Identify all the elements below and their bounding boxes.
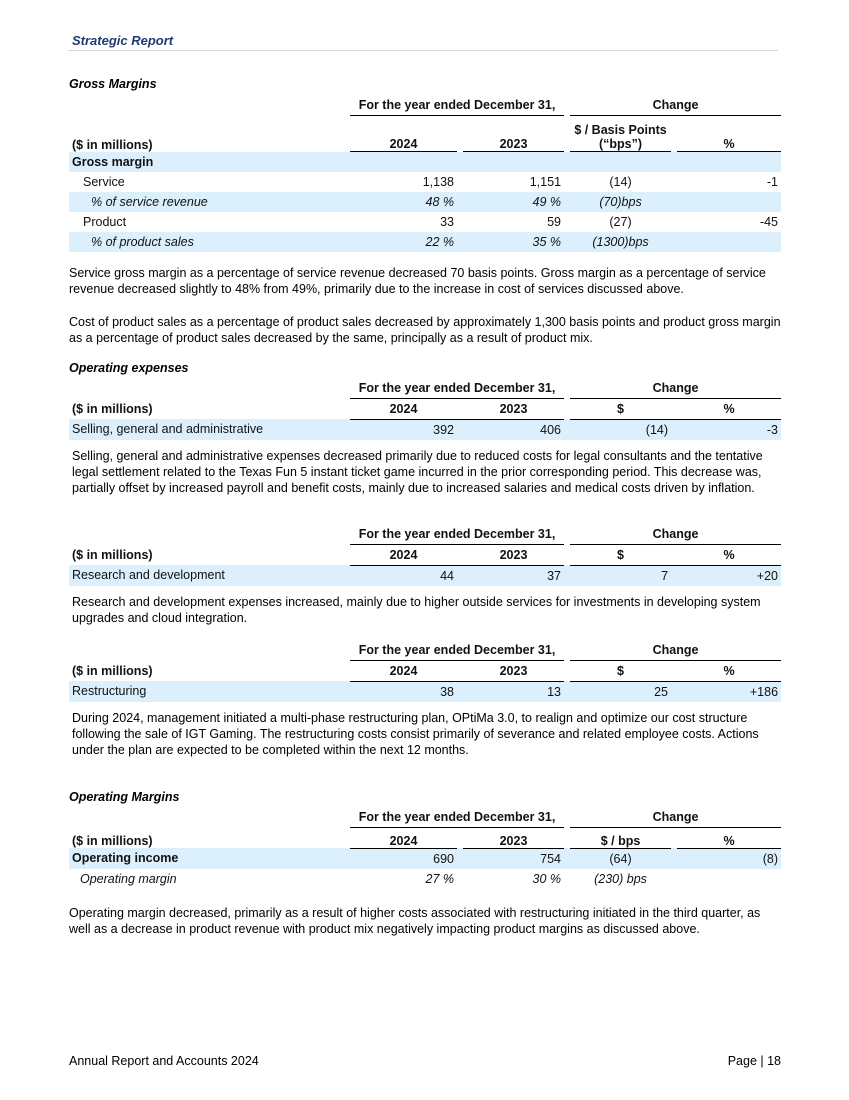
col-bps-line2: (“bps”) <box>598 137 643 151</box>
table-row <box>69 869 781 889</box>
period-header: For the year ended December 31, <box>350 524 564 544</box>
row-label: Research and development <box>69 565 350 586</box>
table-row <box>69 192 781 212</box>
cell-change: 25 <box>570 681 671 702</box>
change-header: Change <box>570 378 781 398</box>
section-header: Strategic Report <box>72 33 174 48</box>
operating-margin-paragraph: Operating margin decreased, primarily as a result of higher costs associated with restructuring initiated in the third quarter, as well as a decrease in product revenue with product mix negatively impacting product margins as discussed above. <box>69 906 761 936</box>
rd-table <box>69 524 781 586</box>
cell-2023: 30 % <box>532 871 562 886</box>
table-row <box>69 681 781 702</box>
col-2024: 2024 <box>350 398 457 419</box>
period-header: For the year ended December 31, <box>350 95 564 116</box>
gross-margin-group-label: Gross margin <box>69 152 781 173</box>
row-label: Operating margin <box>80 871 177 886</box>
cell-pct: +20 <box>677 565 781 586</box>
table-row <box>69 565 781 586</box>
col-change: $ / bps <box>570 827 671 848</box>
cell-2024: 392 <box>350 419 457 440</box>
row-label: Service <box>83 175 125 189</box>
col-pct: % <box>677 398 781 419</box>
operating-margins-title: Operating Margins <box>69 790 180 804</box>
col-2024: 2024 <box>350 827 457 848</box>
change-header: Change <box>570 807 781 827</box>
period-header: For the year ended December 31, <box>350 378 564 398</box>
cell-2024: 33 <box>440 215 454 229</box>
col-label: ($ in millions) <box>72 663 153 678</box>
cell-2023: 1,151 <box>529 175 562 189</box>
row-label: Selling, general and administrative <box>69 419 350 440</box>
cell-pct <box>677 869 781 889</box>
cell-2023: 13 <box>463 681 564 702</box>
footer-page-number: Page | 18 <box>727 1054 781 1068</box>
col-2023: 2023 <box>463 827 564 848</box>
row-label: Operating income <box>69 848 350 869</box>
col-2024: 2024 <box>350 660 457 681</box>
row-label: % of product sales <box>69 232 350 252</box>
col-bps-line1: $ / Basis Points <box>574 123 667 137</box>
cell-change: (230) bps <box>594 871 647 886</box>
gross-margin-paragraph-2: Cost of product sales as a percentage of product sales decreased by approximately 1,300 basis points and product gross margin as a percentage of product sales decreased by the same, principally as a result of product mix. <box>69 315 781 345</box>
cell-2023: 49 % <box>463 192 564 212</box>
table-row <box>69 419 781 440</box>
cell-pct: (8) <box>677 848 781 869</box>
cell-2024: 27 % <box>425 871 454 886</box>
header-divider <box>68 50 778 51</box>
cell-pct: -45 <box>759 215 779 229</box>
cell-change: (70)bps <box>570 192 671 212</box>
cell-pct <box>677 192 781 212</box>
rd-paragraph: Research and development expenses increased, mainly due to higher outside services for investments in developing system upgrades and cloud integration. <box>72 595 761 625</box>
col-label: ($ in millions) <box>72 547 153 562</box>
change-header: Change <box>570 95 781 116</box>
cell-change: 7 <box>570 565 671 586</box>
gross-margin-paragraph-1: Service gross margin as a percentage of service revenue decreased 70 basis points. Gross margin as a percentage of service revenue decreased slightly to 48% from 49%, primarily due to the increase in cost of services discussed above. <box>69 266 766 296</box>
col-change: $ <box>570 660 671 681</box>
cell-2023: 35 % <box>463 232 564 252</box>
col-2023: 2023 <box>463 660 564 681</box>
col-pct: % <box>677 660 781 681</box>
col-change: $ <box>570 398 671 419</box>
col-bps <box>570 116 671 152</box>
cell-2024: 22 % <box>350 232 457 252</box>
col-change: $ <box>570 544 671 565</box>
col-2024: 2024 <box>350 116 457 152</box>
cell-2024: 690 <box>350 848 457 869</box>
table-row <box>69 152 781 173</box>
col-2024: 2024 <box>350 544 457 565</box>
col-2023: 2023 <box>463 544 564 565</box>
gross-margins-title: Gross Margins <box>69 77 157 91</box>
col-label: ($ in millions) <box>72 137 153 152</box>
change-header: Change <box>570 524 781 544</box>
sga-table <box>69 378 781 440</box>
col-pct: % <box>677 116 781 152</box>
cell-pct: -1 <box>766 175 779 189</box>
cell-2023: 406 <box>463 419 564 440</box>
cell-2024: 38 <box>350 681 457 702</box>
period-header: For the year ended December 31, <box>350 807 564 827</box>
restructuring-paragraph: During 2024, management initiated a multi-phase restructuring plan, OPtiMa 3.0, to realign and optimize our cost structure following the sale of IGT Gaming. The restructuring costs consist primarily of severance and related employee costs. Actions under the plan are expected to be completed within the next 12 months. <box>72 711 759 757</box>
cell-2024: 1,138 <box>422 175 454 189</box>
cell-change: (14) <box>570 419 671 440</box>
col-label: ($ in millions) <box>72 834 153 848</box>
cell-change: (14) <box>609 175 632 189</box>
table-row <box>69 848 781 869</box>
sga-paragraph: Selling, general and administrative expenses decreased primarily due to reduced costs for legal consultants and the tentative legal settlement related to the Texas Fun 5 instant ticket game incurred in the prior corresponding period. This decrease was, partially offset by increased payroll and benefit costs, mainly due to increased salaries and medical costs driven by inflation. <box>72 449 763 495</box>
table-row <box>69 232 781 252</box>
col-2023: 2023 <box>463 116 564 152</box>
cell-2023: 37 <box>463 565 564 586</box>
cell-change: (1300)bps <box>570 232 671 252</box>
table-row <box>69 212 781 232</box>
row-label: Product <box>83 215 127 229</box>
cell-pct <box>677 232 781 252</box>
col-2023: 2023 <box>463 398 564 419</box>
change-header: Change <box>570 640 781 660</box>
cell-change: (27) <box>609 215 632 229</box>
cell-2023: 59 <box>547 215 562 229</box>
cell-2023: 754 <box>463 848 564 869</box>
gross-margins-table <box>69 95 781 252</box>
operating-expenses-title: Operating expenses <box>69 361 189 375</box>
row-label: % of service revenue <box>69 192 350 212</box>
restructuring-table <box>69 640 781 702</box>
footer-report-title: Annual Report and Accounts 2024 <box>69 1054 259 1068</box>
table-row <box>69 172 781 192</box>
col-label: ($ in millions) <box>72 401 153 416</box>
operating-margins-table <box>69 807 781 889</box>
cell-pct: +186 <box>677 681 781 702</box>
col-pct: % <box>677 544 781 565</box>
cell-2024: 48 % <box>350 192 457 212</box>
row-label: Restructuring <box>69 681 350 702</box>
cell-2024: 44 <box>350 565 457 586</box>
col-pct: % <box>677 827 781 848</box>
cell-change: (64) <box>570 848 671 869</box>
cell-pct: -3 <box>677 419 781 440</box>
period-header: For the year ended December 31, <box>350 640 564 660</box>
